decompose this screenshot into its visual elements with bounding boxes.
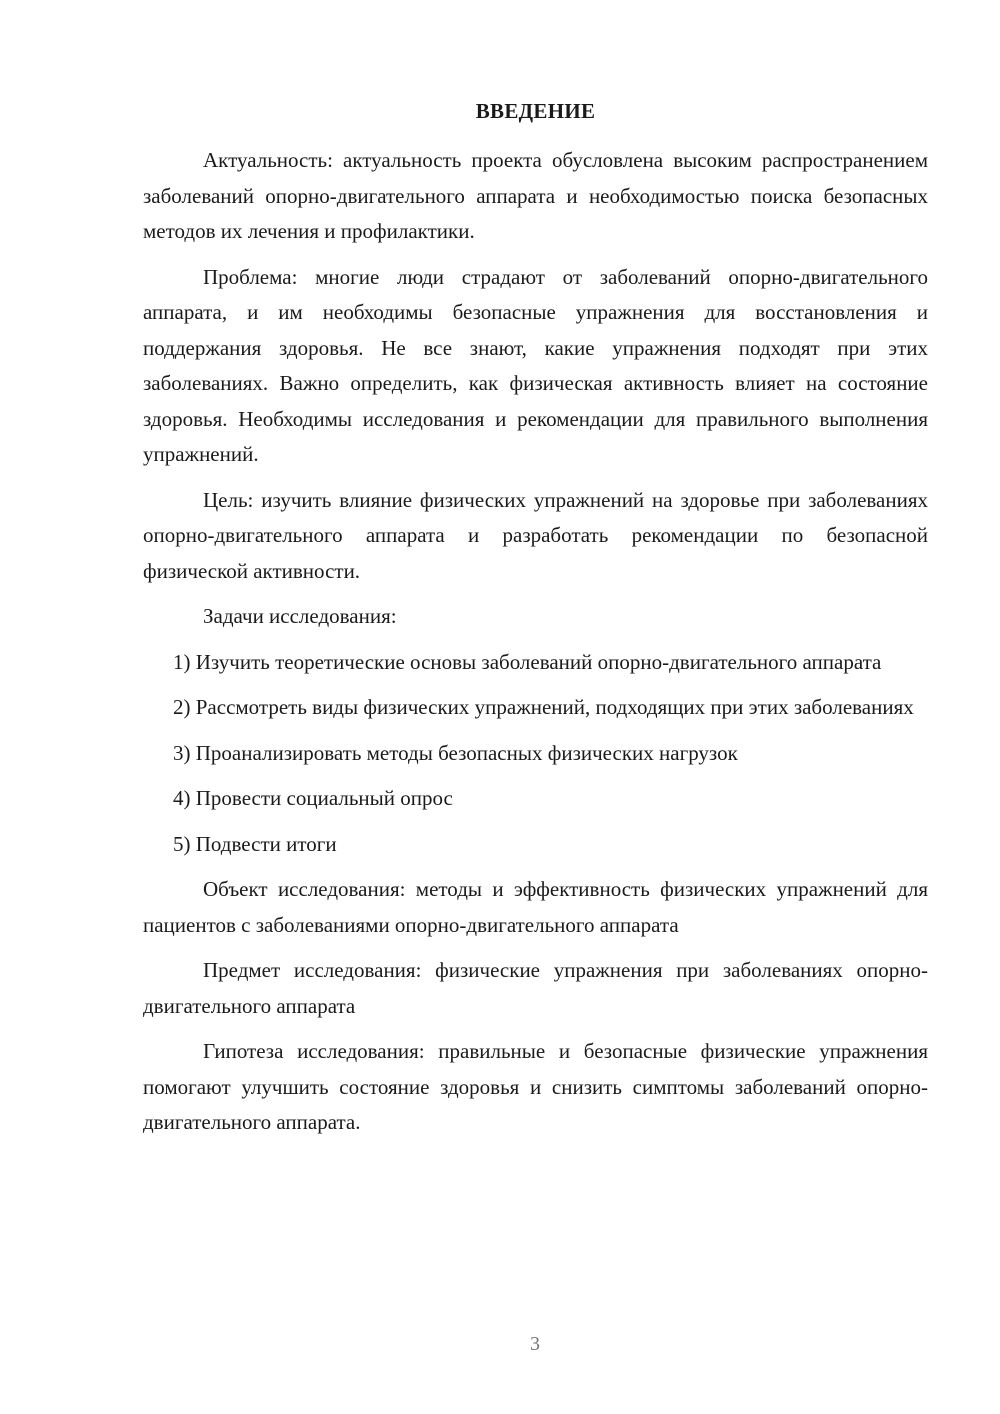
task-item-2: 2) Рассмотреть виды физических упражнений, подходящих при этих заболеваниях <box>173 695 914 719</box>
paragraph-tasks-title: Задачи исследования: <box>203 604 397 628</box>
paragraph-subject: Предмет исследования: физические упражнения при заболеваниях опорно-двигательного аппарата <box>143 958 928 1018</box>
paragraph-problem: Проблема: многие люди страдают от заболеваний опорно-двигательного аппарата, и им необходимы безопасные упражнения для восстановления и поддержания здоровья. Не все знают, какие упражнения подходят при этих заболеваниях. Важно определить, как физическая активность влияет на состояние здоровья. Необходимы исследования и рекомендации для правильного выполнения упражнений. <box>143 264 928 466</box>
task-item-5: 5) Подвести итоги <box>173 831 337 856</box>
paragraph-hypothesis: Гипотеза исследования: правильные и безопасные физические упражнения помогают улучшить состояние здоровья и снизить симптомы заболеваний опорно-двигательного аппарата. <box>143 1039 928 1134</box>
section-heading: ВВЕДЕНИЕ <box>475 99 596 123</box>
task-item-4: 4) Провести социальный опрос <box>173 786 453 810</box>
task-item-3: 3) Проанализировать методы безопасных физических нагрузок <box>173 740 738 765</box>
page-content <box>143 96 928 1151</box>
paragraph-relevance: Актуальность: актуальность проекта обусловлена высоким распространением заболеваний опорно-двигательного аппарата и необходимостью поиска безопасных методов их лечения и профилактики. <box>143 148 928 243</box>
page-number: 3 <box>530 1333 540 1355</box>
paragraph-object: Объект исследования: методы и эффективность физических упражнений для пациентов с заболеваниями опорно-двигательного аппарата <box>143 877 928 937</box>
task-item-1: 1) Изучить теоретические основы заболеваний опорно-двигательного аппарата <box>173 649 882 674</box>
paragraph-goal: Цель: изучить влияние физических упражнений на здоровье при заболеваниях опорно-двигательного аппарата и разработать рекомендации по безопасной физической активности. <box>143 487 928 583</box>
